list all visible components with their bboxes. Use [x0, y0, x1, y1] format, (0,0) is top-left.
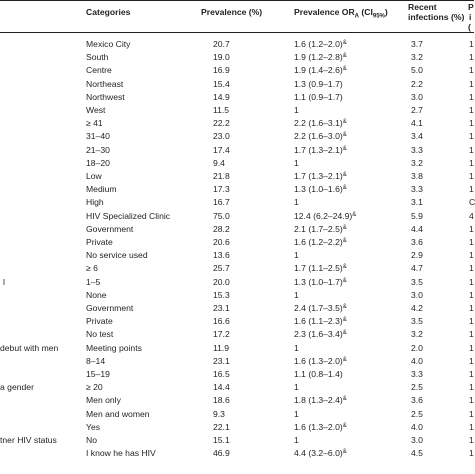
category-cell: Medium — [86, 184, 117, 194]
recent-infections-cell: 3.7 — [411, 39, 423, 49]
prevalence-cell: 16.6 — [213, 316, 230, 326]
category-cell: Yes — [86, 422, 101, 432]
truncated-column-cell: 1 — [469, 343, 474, 353]
header-recent-line2: infections (%) — [408, 12, 465, 22]
header-categories: Categories — [86, 7, 131, 17]
prevalence-cell: 75.0 — [213, 211, 230, 221]
recent-infections-cell: 3.2 — [411, 52, 423, 62]
header-prevalence-or: Prevalence $OR_A$ $(CI_{95\%})$ — [294, 7, 388, 20]
or-value: 1 — [294, 250, 299, 260]
significance-marker: & — [342, 146, 347, 152]
category-cell: West — [86, 105, 106, 115]
variable-label-fragment: a gender — [0, 382, 34, 392]
recent-infections-cell: 3.3 — [411, 145, 423, 155]
truncated-column-cell: 1 — [469, 224, 474, 234]
prevalence-or-cell — [294, 39, 347, 49]
prevalence-cell: 17.3 — [213, 184, 230, 194]
truncated-column-cell: 1 — [469, 435, 474, 445]
prevalence-or-cell — [294, 448, 347, 458]
truncated-column-cell: 1 — [469, 369, 474, 379]
prevalence-or-cell — [294, 171, 347, 181]
prevalence-cell: 21.8 — [213, 171, 230, 181]
category-cell: No — [86, 435, 97, 445]
prevalence-or-cell — [294, 237, 347, 247]
truncated-column-cell: 1 — [469, 79, 474, 89]
or-value: 1 — [294, 382, 299, 392]
significance-marker: & — [342, 172, 347, 178]
truncated-column-cell: 1 — [469, 184, 474, 194]
or-value: 1.6 (1.3–2.0) — [294, 422, 343, 432]
category-cell: High — [86, 197, 104, 207]
category-cell: Private — [86, 237, 113, 247]
truncated-column-cell: 1 — [469, 303, 474, 313]
category-cell: No test — [86, 329, 114, 339]
recent-infections-cell: 3.6 — [411, 237, 423, 247]
prevalence-or-cell — [294, 224, 347, 234]
or-value: 1 — [294, 105, 299, 115]
prevalence-cell: 16.5 — [213, 369, 230, 379]
recent-infections-cell: 3.1 — [411, 197, 423, 207]
truncated-column-cell: 1 — [469, 131, 474, 141]
category-cell: 21–30 — [86, 145, 110, 155]
prevalence-or-cell — [294, 435, 299, 445]
recent-infections-cell: 3.8 — [411, 171, 423, 181]
truncated-column-cell: 1 — [469, 39, 474, 49]
significance-marker: & — [342, 66, 347, 72]
recent-infections-cell: 3.6 — [411, 395, 423, 405]
truncated-column-cell: 1 — [469, 171, 474, 181]
category-cell: Men only — [86, 395, 121, 405]
or-value: 1 — [294, 343, 299, 353]
recent-infections-cell: 4.7 — [411, 263, 423, 273]
recent-infections-cell: 3.0 — [411, 92, 423, 102]
recent-infections-cell: 4.1 — [411, 118, 423, 128]
category-cell: Northeast — [86, 79, 124, 89]
significance-marker: & — [342, 132, 347, 138]
truncated-column-cell: 1 — [469, 237, 474, 247]
or-value: 1.3 (0.9–1.7) — [294, 79, 343, 89]
significance-marker: & — [342, 304, 347, 310]
prevalence-cell: 20.6 — [213, 237, 230, 247]
category-cell: Private — [86, 316, 113, 326]
prevalence-cell: 23.1 — [213, 303, 230, 313]
significance-marker: & — [342, 53, 347, 59]
variable-label-fragment: tner HIV status — [0, 435, 57, 445]
recent-infections-cell: 3.3 — [411, 369, 423, 379]
significance-marker: & — [342, 423, 347, 429]
category-cell: 15–19 — [86, 369, 110, 379]
significance-marker: & — [342, 396, 347, 402]
or-value: 1 — [294, 197, 299, 207]
truncated-column-cell: 1 — [469, 105, 474, 115]
prevalence-cell: 22.2 — [213, 118, 230, 128]
header-recent-line1: Recent — [408, 2, 437, 12]
recent-infections-cell: 5.0 — [411, 65, 423, 75]
category-cell: ≥ 20 — [86, 382, 103, 392]
or-value: 1.3 (1.0–1.6) — [294, 184, 343, 194]
significance-marker: & — [352, 212, 357, 218]
prevalence-cell: 11.5 — [213, 105, 230, 115]
recent-infections-cell: 2.7 — [411, 105, 423, 115]
truncated-column-cell: 1 — [469, 145, 474, 155]
prevalence-or-cell — [294, 105, 299, 115]
category-cell: 1–5 — [86, 277, 101, 287]
category-cell: Mexico City — [86, 39, 131, 49]
significance-marker: & — [342, 225, 347, 231]
or-value: 1.8 (1.3–2.4) — [294, 395, 343, 405]
prevalence-or-cell — [294, 197, 299, 207]
prevalence-or-cell — [294, 277, 347, 287]
or-value: 1.9 (1.4–2.6) — [294, 65, 343, 75]
significance-marker: & — [342, 264, 347, 270]
recent-infections-cell: 4.0 — [411, 356, 423, 366]
prevalence-cell: 16.7 — [213, 197, 230, 207]
truncated-column-cell: 1 — [469, 92, 474, 102]
significance-marker: & — [342, 119, 347, 125]
truncated-column-cell: 1 — [469, 118, 474, 128]
prevalence-cell: 22.1 — [213, 422, 230, 432]
prevalence-cell: 19.0 — [213, 52, 230, 62]
prevalence-or-cell — [294, 79, 343, 89]
prevalence-or-cell — [294, 343, 299, 353]
truncated-column-cell: 1 — [469, 158, 474, 168]
prevalence-cell: 20.0 — [213, 277, 230, 287]
truncated-column-cell: 1 — [469, 356, 474, 366]
category-cell: Centre — [86, 65, 112, 75]
recent-infections-cell: 3.0 — [411, 435, 423, 445]
or-value: 4.4 (3.2–6.0) — [294, 448, 343, 458]
prevalence-cell: 14.9 — [213, 92, 230, 102]
prevalence-or-cell — [294, 369, 343, 379]
truncated-column-cell: 1 — [469, 422, 474, 432]
or-value: 2.2 (1.6–3.1) — [294, 118, 343, 128]
significance-marker: & — [342, 357, 347, 363]
header-bottom-rule — [0, 32, 474, 33]
prevalence-or-cell — [294, 211, 356, 221]
truncated-column-cell: 4 — [469, 211, 474, 221]
or-value: 1.7 (1.3–2.1) — [294, 171, 343, 181]
or-value: 2.3 (1.6–3.4) — [294, 329, 343, 339]
recent-infections-cell: 3.2 — [411, 158, 423, 168]
truncated-column-cell: 1 — [469, 448, 474, 458]
prevalence-cell: 23.0 — [213, 131, 230, 141]
truncated-column-cell: 1 — [469, 52, 474, 62]
significance-marker: & — [342, 238, 347, 244]
truncated-column-cell: 1 — [469, 263, 474, 273]
prevalence-or-cell — [294, 158, 299, 168]
prevalence-cell: 20.7 — [213, 39, 230, 49]
variable-label-fragment: l — [3, 277, 5, 287]
or-value: 1.3 (1.0–1.7) — [294, 277, 343, 287]
prevalence-cell: 15.4 — [213, 79, 230, 89]
truncated-column-cell: C — [469, 197, 475, 207]
prevalence-cell: 15.1 — [213, 435, 230, 445]
category-cell: Northwest — [86, 92, 125, 102]
recent-infections-cell: 2.2 — [411, 79, 423, 89]
prevalence-cell: 28.2 — [213, 224, 230, 234]
or-value: 1.6 (1.2–2.0) — [294, 39, 343, 49]
header-last-col-line3: ( — [468, 22, 471, 32]
category-cell: 18–20 — [86, 158, 110, 168]
prevalence-cell: 13.6 — [213, 250, 230, 260]
recent-infections-cell: 3.4 — [411, 131, 423, 141]
or-value: 1.6 (1.1–2.3) — [294, 316, 343, 326]
or-value: 12.4 (6.2–24.9) — [294, 211, 353, 221]
recent-infections-cell: 4.2 — [411, 303, 423, 313]
category-cell: Government — [86, 224, 134, 234]
category-cell: Government — [86, 303, 134, 313]
prevalence-or-cell — [294, 250, 299, 260]
significance-marker: & — [342, 317, 347, 323]
recent-infections-cell: 4.5 — [411, 448, 423, 458]
recent-infections-cell: 3.5 — [411, 277, 423, 287]
recent-infections-cell: 2.5 — [411, 382, 423, 392]
significance-marker: & — [342, 278, 347, 284]
recent-infections-cell: 2.0 — [411, 343, 423, 353]
prevalence-or-cell — [294, 65, 347, 75]
prevalence-or-cell — [294, 92, 343, 102]
or-value: 2.1 (1.7–2.5) — [294, 224, 343, 234]
prevalence-or-cell — [294, 52, 347, 62]
recent-infections-cell: 5.9 — [411, 211, 423, 221]
prevalence-or-cell — [294, 422, 347, 432]
category-cell: 31–40 — [86, 131, 110, 141]
recent-infections-cell: 3.2 — [411, 329, 423, 339]
significance-marker: & — [342, 185, 347, 191]
table-top-rule — [0, 0, 474, 1]
prevalence-or-cell — [294, 303, 347, 313]
category-cell: ≥ 41 — [86, 118, 103, 128]
truncated-column-cell: 1 — [469, 382, 474, 392]
significance-marker: & — [342, 40, 347, 46]
or-value: 1.7 (1.1–2.5) — [294, 263, 343, 273]
prevalence-or-cell — [294, 145, 347, 155]
category-cell: Meeting points — [86, 343, 142, 353]
truncated-column-cell: 1 — [469, 329, 474, 339]
prevalence-cell: 23.1 — [213, 356, 230, 366]
recent-infections-cell: 3.3 — [411, 184, 423, 194]
prevalence-or-cell — [294, 395, 347, 405]
or-value: 2.2 (1.6–3.0) — [294, 131, 343, 141]
prevalence-or-cell — [294, 131, 347, 141]
truncated-column-cell: 1 — [469, 277, 474, 287]
or-value: 1 — [294, 435, 299, 445]
header-last-col-line1: P — [468, 2, 474, 12]
category-cell: Low — [86, 171, 102, 181]
prevalence-or-cell — [294, 356, 347, 366]
prevalence-or-cell — [294, 263, 347, 273]
truncated-column-cell: 1 — [469, 65, 474, 75]
prevalence-cell: 16.9 — [213, 65, 230, 75]
truncated-column-cell: 1 — [469, 395, 474, 405]
header-prevalence: Prevalence (%) — [201, 7, 263, 17]
prevalence-cell: 9.3 — [213, 409, 225, 419]
prevalence-cell: 17.2 — [213, 329, 230, 339]
prevalence-cell: 18.6 — [213, 395, 230, 405]
prevalence-cell: 25.7 — [213, 263, 230, 273]
or-value: 1.7 (1.3–2.1) — [294, 145, 343, 155]
category-cell: 8–14 — [86, 356, 106, 366]
header-last-col-line2: i — [469, 12, 472, 22]
recent-infections-cell: 3.0 — [411, 290, 423, 300]
prevalence-cell: 17.4 — [213, 145, 230, 155]
or-value: 1.6 (1.2–2.2) — [294, 237, 343, 247]
truncated-column-cell: 1 — [469, 250, 474, 260]
significance-marker: & — [342, 449, 347, 455]
or-value: 2.4 (1.7–3.5) — [294, 303, 343, 313]
recent-infections-cell: 4.4 — [411, 224, 423, 234]
prevalence-or-cell — [294, 329, 347, 339]
prevalence-or-cell — [294, 382, 299, 392]
variable-label-fragment: debut with men — [0, 343, 59, 353]
recent-infections-cell: 4.0 — [411, 422, 423, 432]
recent-infections-cell: 3.5 — [411, 316, 423, 326]
recent-infections-cell: 2.5 — [411, 409, 423, 419]
truncated-column-cell: 1 — [469, 409, 474, 419]
category-cell: South — [86, 52, 109, 62]
category-cell: HIV Specialized Clinic — [86, 211, 171, 221]
category-cell: No service used — [86, 250, 148, 260]
or-value: 1.1 (0.8–1.4) — [294, 369, 343, 379]
prevalence-or-cell — [294, 316, 347, 326]
prevalence-or-cell — [294, 184, 347, 194]
or-value: 1.1 (0.9–1.7) — [294, 92, 343, 102]
significance-marker: & — [342, 330, 347, 336]
or-value: 1 — [294, 158, 299, 168]
or-value: 1 — [294, 290, 299, 300]
prevalence-cell: 14.4 — [213, 382, 230, 392]
category-cell: Men and women — [86, 409, 150, 419]
category-cell: I know he has HIV — [86, 448, 156, 458]
prevalence-cell: 11.9 — [213, 343, 230, 353]
category-cell: None — [86, 290, 107, 300]
or-value: 1 — [294, 409, 299, 419]
or-value: 1.6 (1.3–2.0) — [294, 356, 343, 366]
prevalence-or-cell — [294, 118, 347, 128]
prevalence-cell: 15.3 — [213, 290, 230, 300]
category-cell: ≥ 6 — [86, 263, 98, 273]
or-value: 1.9 (1.2–2.8) — [294, 52, 343, 62]
truncated-column-cell: 1 — [469, 290, 474, 300]
truncated-column-cell: 1 — [469, 316, 474, 326]
recent-infections-cell: 2.9 — [411, 250, 423, 260]
prevalence-cell: 46.9 — [213, 448, 230, 458]
prevalence-or-cell — [294, 409, 299, 419]
prevalence-or-cell — [294, 290, 299, 300]
prevalence-cell: 9.4 — [213, 158, 225, 168]
